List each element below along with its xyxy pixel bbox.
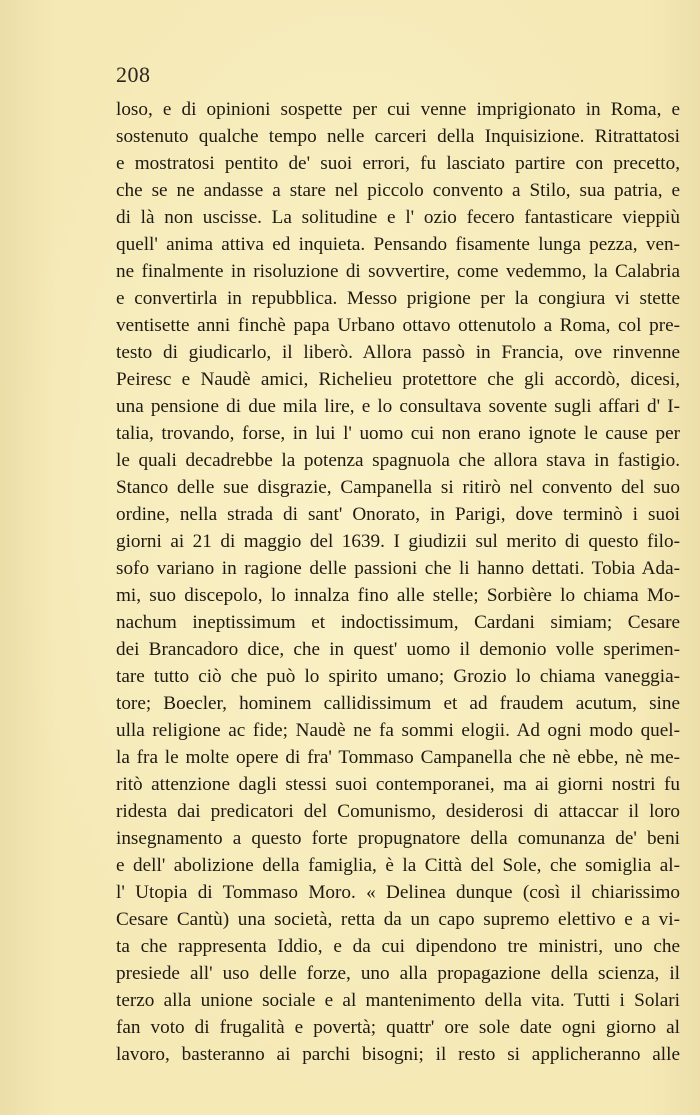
text-line: presiede all' uso delle forze, uno alla propagazione della scienza, il bbox=[116, 963, 680, 984]
text-line: Cesare Cantù) una società, retta da un capo supremo elettivo e a vi- bbox=[116, 909, 680, 930]
text-line: Peiresc e Naudè amici, Richelieu protettore che gli accordò, dicesi, bbox=[116, 369, 680, 390]
text-line: Stanco delle sue disgrazie, Campanella si ritirò nel convento del suo bbox=[116, 477, 680, 498]
text-line: sofo variano in ragione delle passioni che li hanno dettati. Tobia Ada- bbox=[116, 558, 680, 579]
text-line: terzo alla unione sociale e al mantenimento della vita. Tutti i Solari bbox=[116, 990, 680, 1011]
body-text bbox=[116, 96, 680, 1068]
text-line: tore; Boecler, hominem callidissimum et ad fraudem acutum, sine bbox=[116, 693, 680, 714]
text-line: e mostratosi pentito de' suoi errori, fu lasciato partire con precetto, bbox=[116, 153, 680, 174]
text-line: ridesta dai predicatori del Comunismo, desiderosi di attaccar il loro bbox=[116, 801, 680, 822]
text-line: e convertirla in repubblica. Messo prigione per la congiura vi stette bbox=[116, 288, 680, 309]
text-line: ventisette anni finchè papa Urbano ottavo ottenutolo a Roma, col pre- bbox=[116, 315, 680, 336]
text-line: la fra le molte opere di fra' Tommaso Campanella che nè ebbe, nè me- bbox=[116, 747, 680, 768]
text-line: che se ne andasse a stare nel piccolo convento a Stilo, sua patria, e bbox=[116, 180, 680, 201]
text-line: talia, trovando, forse, in lui l' uomo cui non erano ignote le cause per bbox=[116, 423, 680, 444]
text-line: ordine, nella strada di sant' Onorato, in Parigi, dove terminò i suoi bbox=[116, 504, 680, 525]
text-line: ritò attenzione dagli stessi suoi contemporanei, ma ai giorni nostri fu bbox=[116, 774, 680, 795]
text-line: mi, suo discepolo, lo innalza fino alle stelle; Sorbière lo chiama Mo- bbox=[116, 585, 680, 606]
page-number: 208 bbox=[116, 62, 151, 87]
text-line: tare tutto ciò che può lo spirito umano; Grozio lo chiama vaneggia- bbox=[116, 666, 680, 687]
text-line: fan voto di frugalità e povertà; quattr' ore sole date ogni giorno al bbox=[116, 1017, 680, 1038]
text-line: lavoro, basteranno ai parchi bisogni; il resto si applicheranno alle bbox=[116, 1044, 680, 1065]
text-line: ulla religione ac fide; Naudè ne fa sommi elogii. Ad ogni modo quel- bbox=[116, 720, 680, 741]
text-line: di là non uscisse. La solitudine e l' ozio fecero fantasticare vieppiù bbox=[116, 207, 680, 228]
text-line: sostenuto qualche tempo nelle carceri della Inquisizione. Ritrattatosi bbox=[116, 126, 680, 147]
text-line: quell' anima attiva ed inquieta. Pensando fisamente lunga pezza, ven- bbox=[116, 234, 680, 255]
text-line: giorni ai 21 di maggio del 1639. I giudizii sul merito di questo filo- bbox=[116, 531, 680, 552]
text-line: loso, e di opinioni sospette per cui venne imprigionato in Roma, e bbox=[116, 99, 680, 120]
text-line: le quali decadrebbe la potenza spagnuola che allora stava in fastigio. bbox=[116, 450, 680, 471]
text-line: ne finalmente in risoluzione di sovvertire, come vedemmo, la Calabria bbox=[116, 261, 680, 282]
text-line: e dell' abolizione della famiglia, è la Città del Sole, che somiglia al- bbox=[116, 855, 680, 876]
text-line: ta che rappresenta Iddio, e da cui dipendono tre ministri, uno che bbox=[116, 936, 680, 957]
text-line: nachum ineptissimum et indoctissimum, Cardani simiam; Cesare bbox=[116, 612, 680, 633]
text-line: insegnamento a questo forte propugnatore della comunanza de' beni bbox=[116, 828, 680, 849]
text-line: l' Utopia di Tommaso Moro. « Delinea dunque (così il chiarissimo bbox=[116, 882, 680, 903]
text-line: dei Brancadoro dice, che in quest' uomo il demonio volle sperimen- bbox=[116, 639, 680, 660]
text-line: una pensione di due mila lire, e lo consultava sovente sugli affari d' I- bbox=[116, 396, 680, 417]
text-line: testo di giudicarlo, il liberò. Allora passò in Francia, ove rinvenne bbox=[116, 342, 680, 363]
